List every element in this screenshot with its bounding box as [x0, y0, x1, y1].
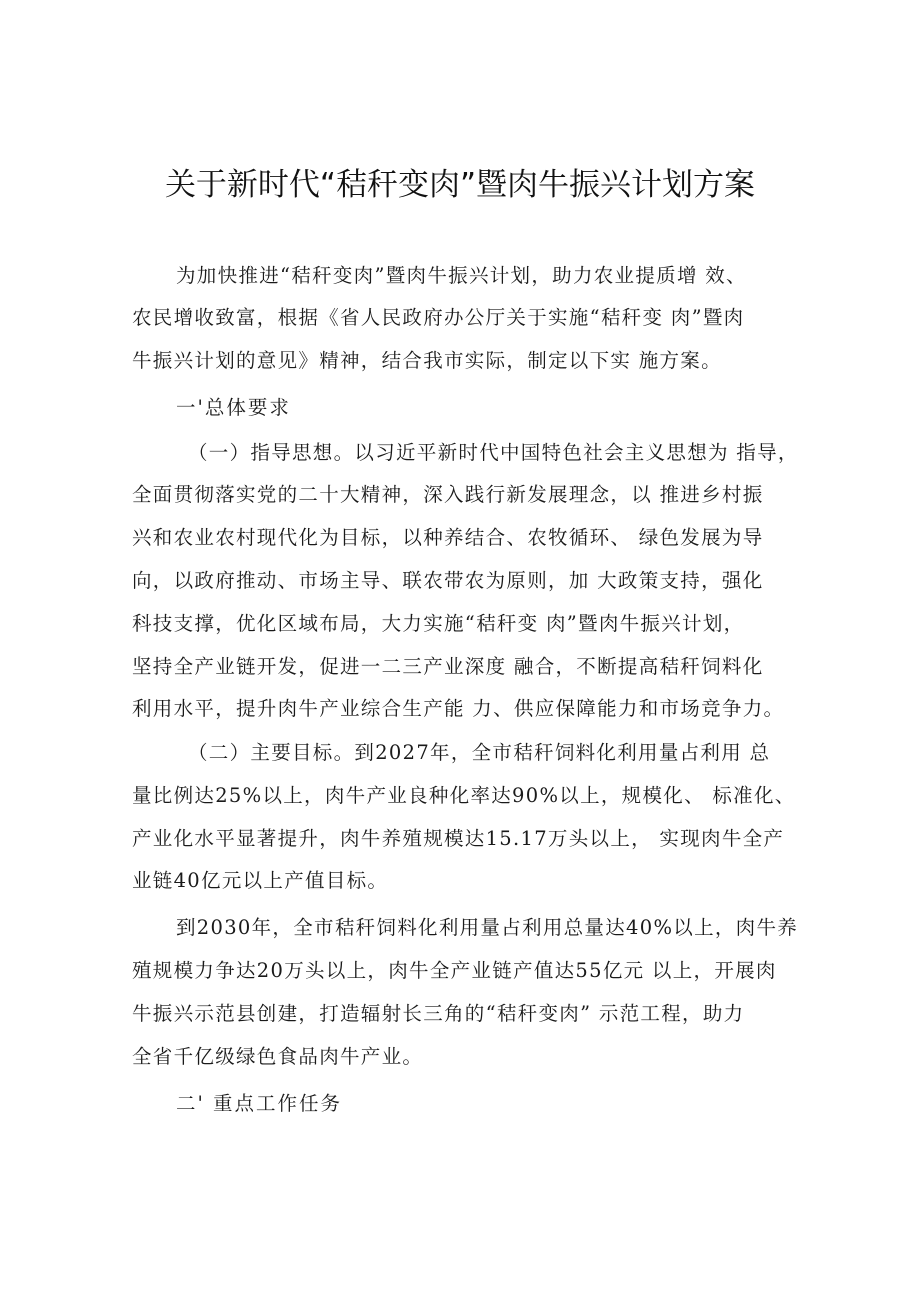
goals2030-line-4: 全省千亿级绿色食品肉牛产业。 — [132, 1045, 424, 1068]
goals-line-3: 产业化水平显著提升，肉牛养殖规模达15.17万头以上， 实现肉牛全产 — [132, 827, 785, 850]
guiding-line-3: 兴和农业农村现代化为目标，以种养结合、农牧循环、 绿色发展为导 — [132, 526, 764, 549]
goals-line-1: （二）主要目标。到2027年，全市秸秆饲料化利用量占利用 总 — [188, 741, 771, 764]
goals2030-line-2: 殖规模力争达20万头以上，肉牛全产业链产值达55亿元 以上，开展肉 — [132, 959, 777, 982]
guiding-line-6: 坚持全产业链开发，促进一二三产业深度 融合，不断提高秸秆饲料化 — [132, 655, 764, 678]
section-heading-2: 二' 重点工作任务 — [176, 1092, 343, 1115]
goals-line-2: 量比例达25%以上，肉牛产业良种化率达90%以上，规模化、 标准化、 — [132, 784, 796, 807]
document-title: 关于新时代“秸秆变肉”暨肉牛振兴计划方案 — [164, 167, 756, 203]
goals-line-4: 业链40亿元以上产值目标。 — [132, 869, 389, 892]
guiding-line-5: 科技支撑，优化区域布局，大力实施“秸秆变 肉”暨肉牛振兴计划， — [132, 612, 745, 635]
intro-line-3: 牛振兴计划的意见》精神，结合我市实际，制定以下实 施方案。 — [132, 349, 722, 372]
goals2030-line-3: 牛振兴示范县创建，打造辐射长三角的“秸秆变肉” 示范工程，助力 — [132, 1002, 745, 1025]
guiding-line-7: 利用水平，提升肉牛产业综合生产能 力、供应保障能力和市场竞争力。 — [132, 697, 785, 720]
guiding-line-2: 全面贯彻落实党的二十大精神，深入践行新发展理念，以 推进乡村振 — [132, 483, 764, 506]
goals2030-line-1: 到2030年，全市秸秆饲料化利用量占利用总量达40%以上，肉牛养 — [176, 916, 799, 939]
guiding-line-1: （一）指导思想。以习近平新时代中国特色社会主义思想为 指导， — [188, 441, 799, 464]
intro-line-2: 农民增收致富，根据《省人民政府办公厅关于实施“秸秆变 肉”暨肉 — [132, 306, 745, 329]
intro-line-1: 为加快推进“秸秆变肉”暨肉牛振兴计划，助力农业提质增 效、 — [176, 264, 747, 287]
section-heading-1: 一'总体要求 — [176, 396, 291, 419]
guiding-line-4: 向，以政府推动、市场主导、联农带农为原则，加 大政策支持，强化 — [132, 569, 764, 592]
